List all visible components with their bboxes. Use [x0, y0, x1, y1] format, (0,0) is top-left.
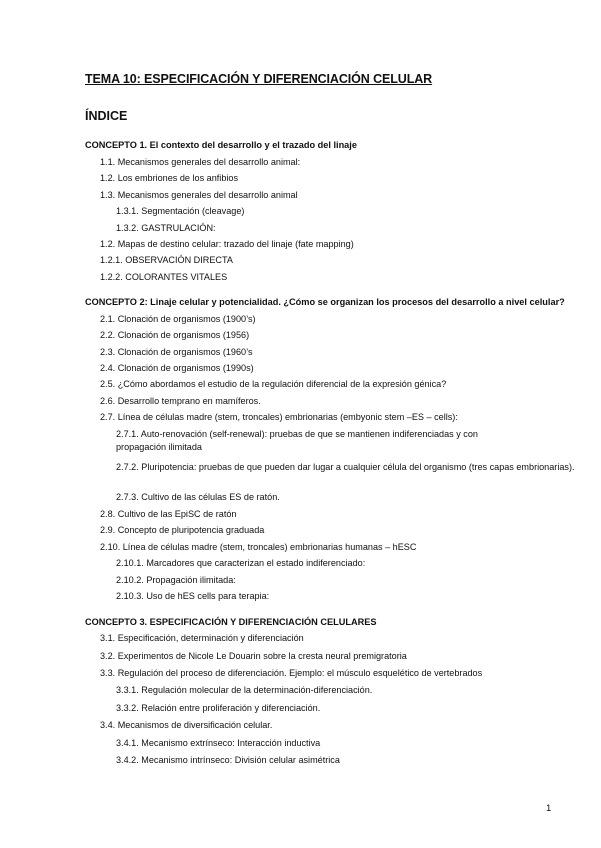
- toc-entry: 1.2. Los embriones de los anfibios: [100, 173, 239, 183]
- concept-1-heading: CONCEPTO 1. El contexto del desarrollo y el trazado del linaje: [85, 140, 357, 150]
- toc-entry: 2.9. Concepto de pluripotencia graduada: [100, 525, 265, 535]
- toc-entry: 2.6. Desarrollo temprano en mamíferos.: [100, 396, 261, 406]
- toc-entry: 3.1. Especificación, determinación y diferenciación: [100, 633, 304, 643]
- toc-entry: 2.7.1. Auto-renovación (self-renewal): pruebas de que se mantienen indiferenciadas y con propagación ilimitada: [116, 429, 478, 452]
- index-heading: ÍNDICE: [85, 109, 128, 123]
- toc-entry: 2.10.1. Marcadores que caracterizan el estado indiferenciado:: [116, 558, 366, 568]
- toc-entry: 2.7.3. Cultivo de las células ES de ratón.: [116, 492, 280, 502]
- toc-entry: 2.1. Clonación de organismos (1900’s): [100, 314, 256, 324]
- toc-entry: 1.2.1. OBSERVACIÓN DIRECTA: [100, 255, 233, 265]
- toc-entry: 2.7. Línea de células madre (stem, troncales) embrionarias (embyonic stem –ES – cells):: [100, 412, 458, 422]
- toc-entry: 3.3.1. Regulación molecular de la determinación-diferenciación.: [116, 685, 373, 695]
- toc-entry: 3.4.2. Mecanismo intrínseco: División celular asimétrica: [116, 755, 340, 765]
- toc-entry: 1.3.1. Segmentación (cleavage): [116, 206, 245, 216]
- toc-entry: 2.7.2. Pluripotencia: pruebas de que pueden dar lugar a cualquier célula del organismo (tres capas embrionarias).: [116, 462, 575, 472]
- toc-entry: 2.10. Línea de células madre (stem, troncales) embrionarias humanas – hESC: [100, 542, 417, 552]
- toc-entry: 2.4. Clonación de organismos (1990s): [100, 363, 254, 373]
- toc-entry: 1.3. Mecanismos generales del desarrollo animal: [100, 190, 298, 200]
- toc-entry: 1.2. Mapas de destino celular: trazado del linaje (fate mapping): [100, 239, 354, 249]
- concept-2-title: : Linaje celular y potencialidad. ¿Cómo se organizan los procesos del desarrollo a nivel celular?: [144, 297, 565, 307]
- toc-entry: 1.2.2. COLORANTES VITALES: [100, 272, 228, 282]
- toc-entry: 3.4. Mecanismos de diversificación celular.: [100, 720, 273, 730]
- toc-entry: 3.2. Experimentos de Nicole Le Douarin sobre la cresta neural premigratoria: [100, 651, 407, 661]
- toc-entry: 3.4.1. Mecanismo extrínseco: Interacción inductiva: [116, 738, 321, 748]
- toc-entry: 2.2. Clonación de organismos (1956): [100, 330, 250, 340]
- page-number: 1: [546, 803, 552, 814]
- toc-entry: 3.3. Regulación del proceso de diferenciación. Ejemplo: el músculo esquelético de vertebrados: [100, 668, 483, 678]
- toc-entry: 2.5. ¿Cómo abordamos el estudio de la regulación diferencial de la expresión génica?: [100, 379, 447, 389]
- toc-entry: 2.3. Clonación de organismos (1960’s: [100, 347, 253, 357]
- document-title: TEMA 10: ESPECIFICACIÓN Y DIFERENCIACIÓN CELULAR: [85, 72, 433, 86]
- toc-entry: 2.10.2. Propagación ilimitada:: [116, 575, 236, 585]
- concept-2-heading: [85, 296, 565, 309]
- concept-3-heading: CONCEPTO 3. ESPECIFICACIÓN Y DIFERENCIACIÓN CELULARES: [85, 617, 377, 627]
- toc-entry: 1.1. Mecanismos generales del desarrollo animal:: [100, 157, 301, 167]
- toc-entry: 1.3.2. GASTRULACIÓN:: [116, 223, 216, 233]
- concept-2-label: CONCEPTO 2: [85, 297, 145, 307]
- toc-entry: 3.3.2. Relación entre proliferación y diferenciación.: [116, 703, 321, 713]
- toc-entry: 2.10.3. Uso de hES cells para terapia:: [116, 591, 270, 601]
- toc-entry: 2.8. Cultivo de las EpiSC de ratón: [100, 509, 237, 519]
